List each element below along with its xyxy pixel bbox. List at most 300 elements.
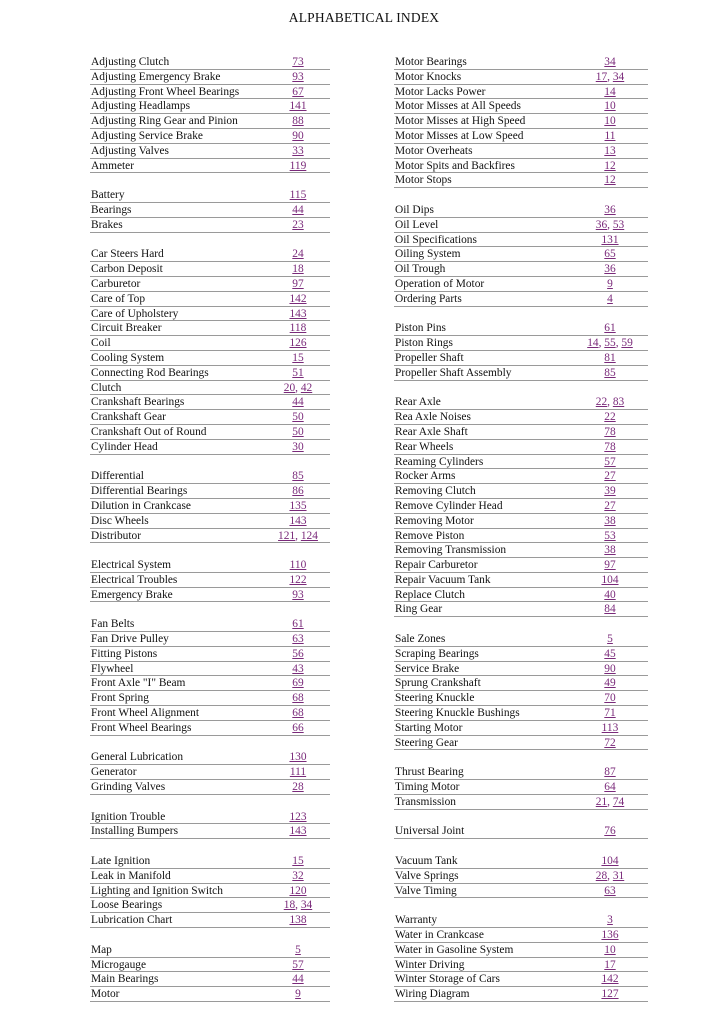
- index-term: Cylinder Head: [91, 440, 158, 453]
- index-entry: [394, 543, 648, 558]
- index-term: Wiring Diagram: [395, 988, 470, 1001]
- index-term: Motor Spits and Backfires: [395, 159, 515, 172]
- page-link[interactable]: 44: [292, 396, 304, 409]
- index-term: Service Brake: [395, 662, 460, 675]
- page-link[interactable]: 78: [604, 440, 616, 453]
- page-link[interactable]: 115: [289, 189, 307, 202]
- page-references: [580, 529, 640, 544]
- index-term: Oil Level: [395, 218, 439, 231]
- index-entry: [394, 647, 648, 662]
- page-link[interactable]: 20: [283, 381, 296, 394]
- page-references: [580, 425, 640, 440]
- index-spacer: [90, 602, 330, 617]
- page-references: [580, 129, 640, 144]
- page-link[interactable]: 65: [604, 248, 616, 261]
- page-link[interactable]: 67: [292, 85, 304, 98]
- index-entry: [394, 721, 648, 736]
- page-references: [580, 987, 640, 1002]
- page-link[interactable]: 104: [601, 573, 619, 586]
- page-link[interactable]: 38: [604, 544, 616, 557]
- page-link[interactable]: 44: [292, 973, 304, 986]
- page-references: [580, 558, 640, 573]
- index-term: Reaming Cylinders: [395, 455, 484, 468]
- page-references: [268, 277, 328, 292]
- index-entry: [394, 321, 648, 336]
- page-link[interactable]: 32: [292, 869, 304, 882]
- page-references: [268, 70, 328, 85]
- page-link[interactable]: 13: [604, 144, 616, 157]
- page-references: [580, 99, 640, 114]
- index-term: Map: [91, 943, 112, 956]
- index-entry: [90, 277, 330, 292]
- page-link[interactable]: 39: [604, 485, 616, 498]
- page-references: [268, 972, 328, 987]
- page-link[interactable]: 88: [292, 115, 304, 128]
- index-term: Differential: [91, 470, 144, 483]
- index-term: Oil Specifications: [395, 233, 477, 246]
- page-references: [580, 410, 640, 425]
- page-link[interactable]: 87: [604, 766, 616, 779]
- page-link[interactable]: 59: [621, 337, 633, 350]
- page-link[interactable]: 72: [604, 736, 616, 749]
- page-references: [268, 824, 328, 839]
- page-link[interactable]: 18: [292, 263, 304, 276]
- index-entry: [90, 647, 330, 662]
- page-link[interactable]: 97: [604, 559, 616, 572]
- index-term: Coil: [91, 337, 111, 350]
- index-term: Battery: [91, 189, 125, 202]
- page-link[interactable]: 38: [604, 514, 616, 527]
- page-link[interactable]: 34: [300, 899, 313, 912]
- page-references: [268, 203, 328, 218]
- page-link[interactable]: 142: [289, 292, 307, 305]
- page-references: [580, 884, 640, 899]
- index-term: Adjusting Front Wheel Bearings: [91, 85, 240, 98]
- page-references: [580, 366, 640, 381]
- page-references: [268, 884, 328, 899]
- page-link[interactable]: 121: [278, 529, 296, 542]
- index-term: Adjusting Valves: [91, 144, 169, 157]
- page-references: [268, 499, 328, 514]
- index-term: Front Axle "I" Beam: [91, 677, 186, 690]
- page-link[interactable]: 30: [292, 440, 304, 453]
- index-term: Leak in Manifold: [91, 869, 171, 882]
- page-link[interactable]: 68: [292, 692, 304, 705]
- page-references: [580, 721, 640, 736]
- index-entry: [394, 129, 648, 144]
- page-link[interactable]: 36: [604, 203, 616, 216]
- page-link[interactable]: 42: [300, 381, 313, 394]
- index-term: Remove Piston: [395, 529, 465, 542]
- page-link[interactable]: 22: [595, 396, 608, 409]
- page-references: [580, 85, 640, 100]
- page-link[interactable]: 31: [612, 869, 625, 882]
- page-link[interactable]: 10: [604, 943, 616, 956]
- page-references: [268, 218, 328, 233]
- index-spacer: [394, 898, 648, 913]
- index-term: Removing Clutch: [395, 485, 476, 498]
- page-link[interactable]: 14: [604, 85, 616, 98]
- page-references: [268, 159, 328, 174]
- page-link[interactable]: 93: [292, 588, 304, 601]
- index-entry: [394, 824, 648, 839]
- page-references: [268, 810, 328, 825]
- page-references: [580, 647, 640, 662]
- page-link[interactable]: 143: [289, 825, 307, 838]
- page-link[interactable]: 138: [289, 914, 307, 927]
- page-link[interactable]: 10: [604, 115, 616, 128]
- page-references: [268, 366, 328, 381]
- page-link[interactable]: 15: [292, 351, 304, 364]
- index-entry: [90, 573, 330, 588]
- index-column-right: [394, 55, 648, 1002]
- index-entry: [90, 824, 330, 839]
- index-term: Loose Bearings: [91, 899, 163, 912]
- page-references: 14, 55, 59: [587, 337, 633, 350]
- page-link[interactable]: 5: [295, 943, 301, 956]
- index-term: Front Wheel Bearings: [91, 721, 192, 734]
- page-link[interactable]: 63: [292, 633, 304, 646]
- page-references: [268, 632, 328, 647]
- page-link[interactable]: 63: [604, 884, 616, 897]
- page-link[interactable]: 120: [289, 884, 307, 897]
- index-entry: [90, 958, 330, 973]
- page-link[interactable]: 45: [604, 647, 616, 660]
- page-references: [580, 499, 640, 514]
- page-link[interactable]: 12: [604, 174, 616, 187]
- page-link[interactable]: 90: [604, 662, 616, 675]
- page-link[interactable]: 126: [289, 337, 307, 350]
- page-link[interactable]: 69: [292, 677, 304, 690]
- index-entry: [394, 292, 648, 307]
- page-link[interactable]: 36: [604, 263, 616, 276]
- index-term: Motor Lacks Power: [395, 85, 486, 98]
- index-term: Care of Upholstery: [91, 307, 179, 320]
- index-entry: [90, 410, 330, 425]
- index-entry: [90, 721, 330, 736]
- page-link[interactable]: 23: [292, 218, 304, 231]
- index-term: Sale Zones: [395, 633, 446, 646]
- page-references: [580, 440, 640, 455]
- page-references: [268, 617, 328, 632]
- page-link[interactable]: 76: [604, 825, 616, 838]
- page-link[interactable]: 49: [604, 677, 616, 690]
- page-references: [580, 55, 640, 70]
- index-term: Rear Axle Shaft: [395, 425, 468, 438]
- index-term: Care of Top: [91, 292, 146, 305]
- index-entry: [394, 247, 648, 262]
- page-references: [268, 691, 328, 706]
- page-link[interactable]: 90: [292, 129, 304, 142]
- page-references: 121, 124: [278, 529, 318, 542]
- index-term: Scraping Bearings: [395, 647, 479, 660]
- index-term: Repair Vacuum Tank: [395, 573, 491, 586]
- page-link[interactable]: 66: [292, 721, 304, 734]
- page-references: [580, 514, 640, 529]
- page-link[interactable]: 85: [604, 366, 616, 379]
- index-entry: [394, 632, 648, 647]
- page-references: [580, 928, 640, 943]
- page-link[interactable]: 135: [289, 499, 307, 512]
- index-entry: [394, 676, 648, 691]
- page-link[interactable]: 12: [604, 159, 616, 172]
- index-entry: [394, 70, 648, 85]
- index-entry: [90, 691, 330, 706]
- index-entry: [394, 499, 648, 514]
- index-entry: [394, 662, 648, 677]
- page-link[interactable]: 97: [292, 277, 304, 290]
- page-references: [268, 662, 328, 677]
- page-link[interactable]: 51: [292, 366, 304, 379]
- index-term: Steering Knuckle Bushings: [395, 707, 520, 720]
- page-link[interactable]: 53: [612, 218, 625, 231]
- page-link[interactable]: 130: [289, 751, 307, 764]
- page-link[interactable]: 71: [604, 707, 616, 720]
- index-spacer: [90, 233, 330, 248]
- page-references: [580, 676, 640, 691]
- page-link[interactable]: 17: [604, 958, 616, 971]
- index-entry: [90, 99, 330, 114]
- index-term: Adjusting Clutch: [91, 56, 170, 68]
- page-references: [268, 425, 328, 440]
- index-term: Removing Transmission: [395, 544, 507, 557]
- page-link[interactable]: 24: [292, 248, 304, 261]
- index-term: Piston Pins: [395, 322, 446, 335]
- page-link[interactable]: 57: [292, 958, 304, 971]
- page-link[interactable]: 36: [595, 218, 608, 231]
- index-spacer: [90, 795, 330, 810]
- page-references: [580, 292, 640, 307]
- index-entry: [394, 114, 648, 129]
- index-entry: [90, 662, 330, 677]
- page-link[interactable]: 9: [295, 988, 301, 1001]
- page-link[interactable]: 119: [289, 159, 307, 172]
- index-entry: [90, 351, 330, 366]
- page-references: [268, 410, 328, 425]
- page-link[interactable]: 118: [289, 322, 307, 335]
- index-entry: [394, 854, 648, 869]
- page-link[interactable]: 50: [292, 411, 304, 424]
- index-entry: [90, 381, 330, 396]
- index-term: Adjusting Headlamps: [91, 100, 191, 113]
- page-link[interactable]: 110: [289, 559, 307, 572]
- index-term: Carburetor: [91, 277, 141, 290]
- page-link[interactable]: 78: [604, 425, 616, 438]
- page-link[interactable]: 111: [289, 766, 307, 779]
- page-references: [580, 958, 640, 973]
- index-entry: [90, 218, 330, 233]
- index-term: Water in Crankcase: [395, 929, 484, 942]
- page-references: [580, 233, 640, 248]
- page-references: [580, 469, 640, 484]
- page-link[interactable]: 28: [595, 869, 608, 882]
- index-entry: [394, 884, 648, 899]
- index-term: Timing Motor: [395, 781, 460, 794]
- page-link[interactable]: 43: [292, 662, 304, 675]
- index-entry: [394, 869, 648, 884]
- page-link[interactable]: 127: [601, 988, 619, 1001]
- page-link[interactable]: 27: [604, 470, 616, 483]
- index-entry: [90, 529, 330, 544]
- index-term: Oil Dips: [395, 203, 434, 216]
- page-link[interactable]: 104: [601, 855, 619, 868]
- page-references: [580, 203, 640, 218]
- index-term: Sprung Crankshaft: [395, 677, 481, 690]
- index-entry: [90, 632, 330, 647]
- index-term: Starting Motor: [395, 721, 463, 734]
- index-entry: [394, 410, 648, 425]
- index-term: Rocker Arms: [395, 470, 456, 483]
- page-link[interactable]: 9: [607, 277, 613, 290]
- page-link[interactable]: 57: [604, 455, 616, 468]
- index-term: Steering Knuckle: [395, 692, 475, 705]
- page-references: [268, 484, 328, 499]
- page-references: [580, 262, 640, 277]
- index-term: Rear Wheels: [395, 440, 454, 453]
- index-spacer: [90, 928, 330, 943]
- page-references: [580, 351, 640, 366]
- page-link[interactable]: 34: [612, 70, 625, 83]
- index-entry: [394, 277, 648, 292]
- index-entry: [394, 351, 648, 366]
- index-entry: [90, 943, 330, 958]
- page-link[interactable]: 18: [283, 899, 296, 912]
- page-link[interactable]: 11: [604, 129, 616, 142]
- page-link[interactable]: 73: [292, 56, 304, 68]
- page-link[interactable]: 55: [604, 337, 616, 350]
- page-link[interactable]: 74: [612, 795, 625, 808]
- page-link[interactable]: 136: [601, 929, 619, 942]
- index-term: Carbon Deposit: [91, 263, 163, 276]
- page-link[interactable]: 81: [604, 351, 616, 364]
- index-term: Motor: [91, 988, 120, 1001]
- page-link[interactable]: 44: [292, 203, 304, 216]
- index-term: Installing Bumpers: [91, 825, 179, 838]
- page-link[interactable]: 56: [292, 647, 304, 660]
- page-references: [268, 987, 328, 1002]
- page-references: [580, 159, 640, 174]
- index-term: Motor Bearings: [395, 56, 467, 68]
- page-link[interactable]: 124: [300, 529, 318, 542]
- page-link[interactable]: 143: [289, 514, 307, 527]
- page-link[interactable]: 85: [292, 470, 304, 483]
- page-link[interactable]: 40: [604, 588, 616, 601]
- page-references: [580, 736, 640, 751]
- index-term: Lubrication Chart: [91, 914, 173, 927]
- page-link[interactable]: 123: [289, 810, 307, 823]
- page-link[interactable]: 131: [601, 233, 619, 246]
- page-link[interactable]: 141: [289, 100, 307, 113]
- page-link[interactable]: 17: [595, 70, 608, 83]
- page-link[interactable]: 4: [607, 292, 613, 305]
- page-link[interactable]: 143: [289, 307, 307, 320]
- index-term: Warranty: [395, 914, 438, 927]
- index-spacer: [394, 381, 648, 396]
- page-link[interactable]: 5: [607, 633, 613, 646]
- index-term: Winter Storage of Cars: [395, 973, 500, 986]
- page-link[interactable]: 86: [292, 485, 304, 498]
- index-spacer: [394, 617, 648, 632]
- index-entry: [394, 514, 648, 529]
- index-term: Ignition Trouble: [91, 810, 166, 823]
- index-entry: [90, 588, 330, 603]
- page-references: [580, 277, 640, 292]
- page-link[interactable]: 27: [604, 499, 616, 512]
- page-link[interactable]: 22: [604, 411, 616, 424]
- index-term: Electrical System: [91, 559, 172, 572]
- page-link[interactable]: 84: [604, 603, 616, 616]
- page-link[interactable]: 113: [601, 721, 619, 734]
- index-entry: [394, 573, 648, 588]
- index-spacer: [394, 307, 648, 322]
- page-link[interactable]: 21: [595, 795, 608, 808]
- page-link[interactable]: 28: [292, 781, 304, 794]
- index-spacer: [90, 543, 330, 558]
- index-term: Water in Gasoline System: [395, 943, 514, 956]
- index-spacer: [90, 736, 330, 751]
- index-entry: [90, 262, 330, 277]
- index-term: Crankshaft Gear: [91, 411, 166, 424]
- index-entry: [90, 336, 330, 351]
- index-entry: [90, 869, 330, 884]
- page-link[interactable]: 64: [604, 781, 616, 794]
- page-references: [580, 854, 640, 869]
- page-link[interactable]: 70: [604, 692, 616, 705]
- page-link[interactable]: 14: [587, 337, 599, 350]
- index-entry: [394, 972, 648, 987]
- page-references: [268, 129, 328, 144]
- page-references: [268, 114, 328, 129]
- index-term: Motor Knocks: [395, 70, 462, 83]
- page-link[interactable]: 33: [292, 144, 304, 157]
- page-link[interactable]: 61: [292, 618, 304, 631]
- index-entry: [394, 85, 648, 100]
- page-link[interactable]: 50: [292, 425, 304, 438]
- page-link[interactable]: 15: [292, 855, 304, 868]
- page-references: [268, 247, 328, 262]
- page-references: [580, 780, 640, 795]
- index-entry: [394, 173, 648, 188]
- index-entry: [394, 99, 648, 114]
- page-link[interactable]: 68: [292, 707, 304, 720]
- page-link[interactable]: 53: [604, 529, 616, 542]
- index-term: Main Bearings: [91, 973, 159, 986]
- page-link[interactable]: 93: [292, 70, 304, 83]
- index-entry: [90, 469, 330, 484]
- index-entry: [394, 913, 648, 928]
- index-entry: [90, 706, 330, 721]
- page-references: [268, 262, 328, 277]
- index-term: Rea Axle Noises: [395, 411, 471, 424]
- page-link[interactable]: 83: [612, 396, 625, 409]
- page-references: [580, 543, 640, 558]
- index-term: Propeller Shaft: [395, 351, 464, 364]
- page-link[interactable]: 142: [601, 973, 619, 986]
- page-references: 28, 31: [595, 869, 625, 882]
- index-term: Cooling System: [91, 351, 165, 364]
- page-link[interactable]: 122: [289, 573, 307, 586]
- page-link[interactable]: 34: [604, 56, 616, 68]
- index-spacer: [90, 839, 330, 854]
- page-link[interactable]: 3: [607, 914, 613, 927]
- page-references: [268, 144, 328, 159]
- page-link[interactable]: 10: [604, 100, 616, 113]
- page-references: 21, 74: [595, 795, 625, 808]
- index-term: Clutch: [91, 381, 122, 394]
- index-term: Motor Misses at High Speed: [395, 115, 526, 128]
- page-link[interactable]: 61: [604, 322, 616, 335]
- index-entry: [90, 247, 330, 262]
